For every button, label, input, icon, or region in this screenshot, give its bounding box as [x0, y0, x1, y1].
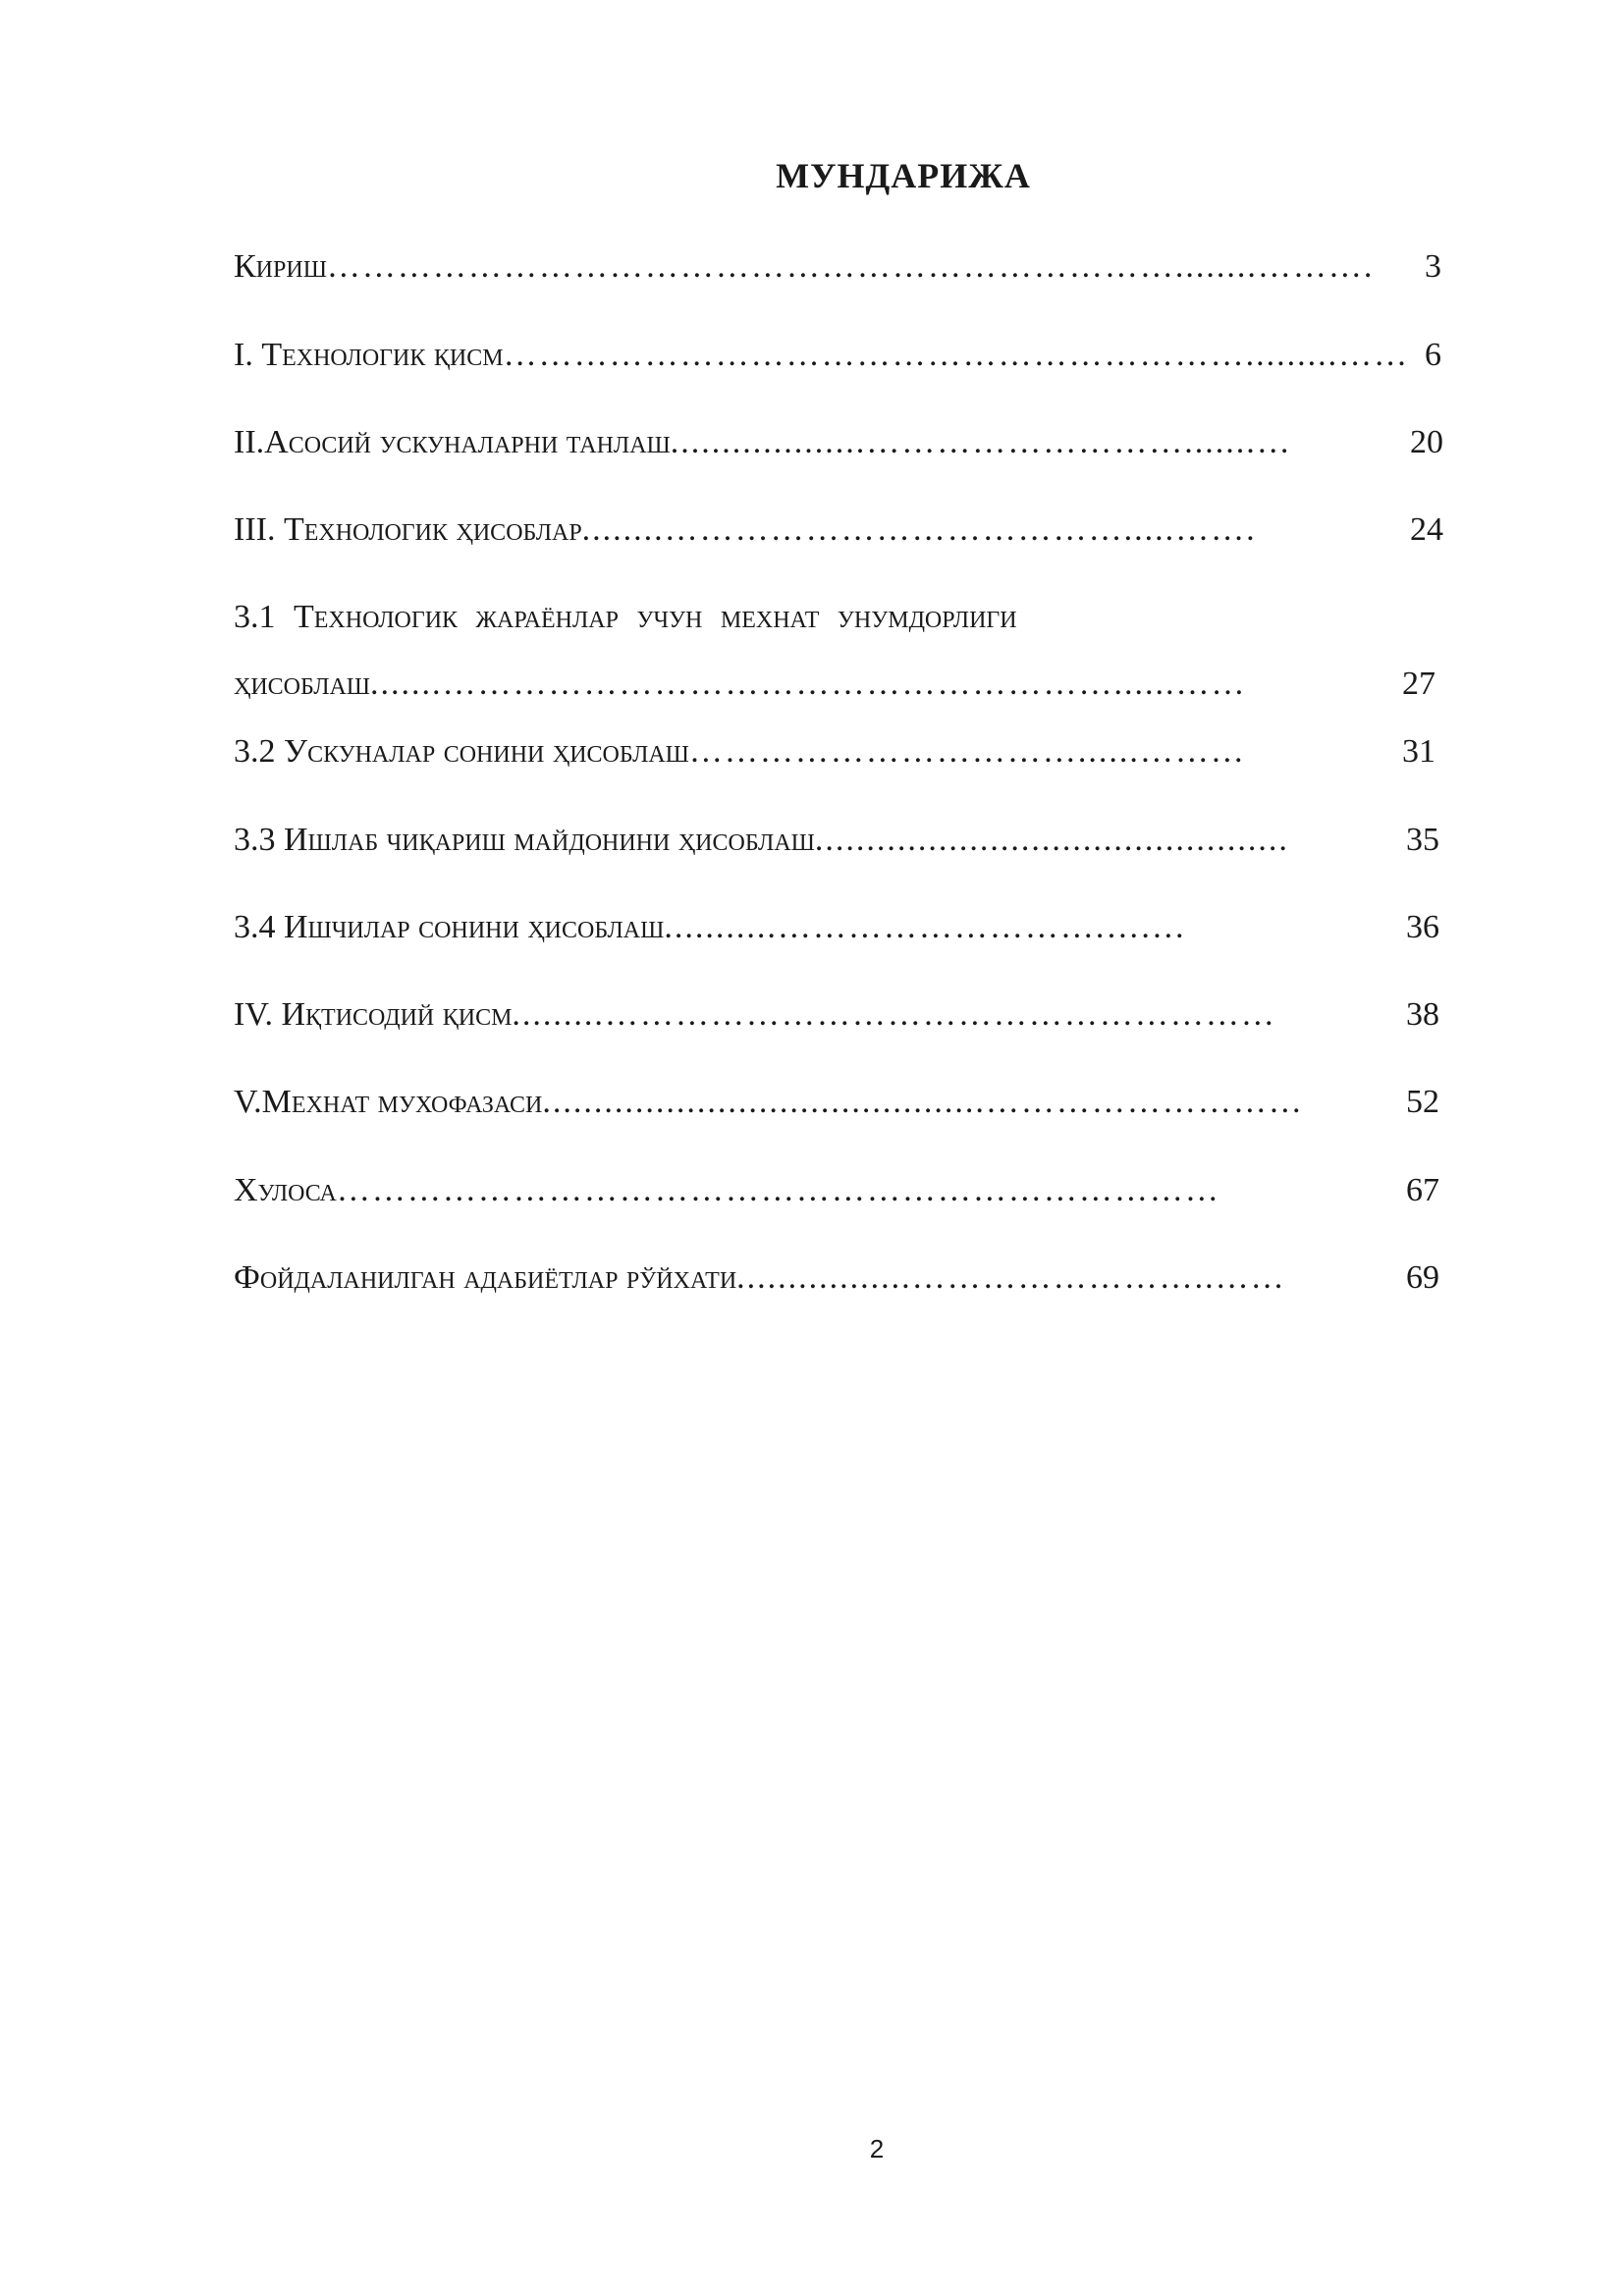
- toc-entry-technological-calculations: [234, 507, 1443, 554]
- toc-leader: ...........................................………………………: [542, 1084, 1304, 1120]
- toc-title: МУНДАРИЖА: [776, 156, 1031, 195]
- toc-entry-page: 36: [1402, 904, 1439, 951]
- toc-entry-label: 3.3 Ишлаб чиқариш майдонини ҳисоблаш: [234, 822, 815, 858]
- toc-leader: …………………………………………………………………: [336, 1172, 1220, 1208]
- toc-entry-labour-productivity: [234, 661, 1435, 708]
- toc-entry-conclusion: [234, 1167, 1439, 1214]
- toc-entry-page: 6: [1421, 332, 1441, 379]
- toc-leader: .................……………………..……: [736, 1259, 1286, 1296]
- toc-entry-label: II.Асосий ускуналарни танлаш: [234, 424, 671, 460]
- toc-entry-references: [234, 1255, 1439, 1302]
- toc-entry-page: 27: [1398, 661, 1435, 708]
- toc-entry-intro: [234, 243, 1441, 291]
- toc-leader: .........…………………………………………………: [512, 996, 1276, 1033]
- toc-entry-page: 69: [1402, 1255, 1439, 1302]
- toc-entry-page: 31: [1398, 728, 1435, 775]
- toc-entry-workers-count: [234, 904, 1439, 951]
- toc-leader: ………………………………………………………………........……….: [326, 248, 1375, 285]
- toc-entry-page: 20: [1406, 419, 1443, 466]
- toc-entry-page: 52: [1402, 1079, 1439, 1126]
- toc-entry-label: Кириш: [234, 248, 327, 285]
- toc-leader: ……………………………......………: [688, 733, 1246, 770]
- toc-entry-label: ҳисоблаш: [234, 666, 371, 702]
- toc-entry-equipment-count: [234, 728, 1435, 775]
- toc-entry-technology: [234, 332, 1441, 379]
- toc-entry-page: 38: [1402, 991, 1439, 1039]
- toc-entry-economic-part: [234, 991, 1439, 1039]
- toc-entry-label: III. Технологик ҳисоблар: [234, 511, 582, 548]
- toc-leader: ...................……………………….......…: [670, 424, 1292, 460]
- toc-entry-label: IV. Иқтисодий қисм: [234, 996, 513, 1033]
- toc-entry-page: 35: [1402, 817, 1439, 864]
- toc-entry-label: I. Технологик қисм: [234, 337, 504, 373]
- toc-entry-production-area: [234, 817, 1439, 864]
- toc-entry-labour-productivity-line1: 3.1 Технологик жараёнлар учун мехнат унумдорлиги: [234, 599, 1017, 635]
- toc-entry-equipment-selection: [234, 419, 1443, 466]
- toc-leader: ........………………………………….....…….: [581, 511, 1257, 548]
- toc-leader: .......…………………………………………………......……: [370, 666, 1247, 702]
- page-number: 2: [869, 2134, 885, 2163]
- toc-entry-labour-protection: [234, 1079, 1439, 1126]
- toc-entry-page: 67: [1402, 1167, 1439, 1214]
- toc-leader: ..............................................: [814, 822, 1289, 858]
- toc-leader: ...........……………………….….…: [664, 909, 1187, 945]
- toc-entry-label: Хулоса: [234, 1172, 337, 1208]
- toc-entry-label: V.Мехнат мухофазаси: [234, 1084, 543, 1120]
- toc-entry-page: 3: [1421, 243, 1441, 291]
- toc-entry-page: 24: [1406, 507, 1443, 554]
- toc-entry-label: 3.2 Ускуналар сонини ҳисоблаш: [234, 733, 689, 770]
- toc-leader: ……………………………………………………….........……: [503, 337, 1410, 373]
- toc-entry-label: Фойдаланилган адабиётлар рўйхати: [234, 1259, 737, 1296]
- toc-entry-label: 3.4 Ишчилар сонини ҳисоблаш: [234, 909, 665, 945]
